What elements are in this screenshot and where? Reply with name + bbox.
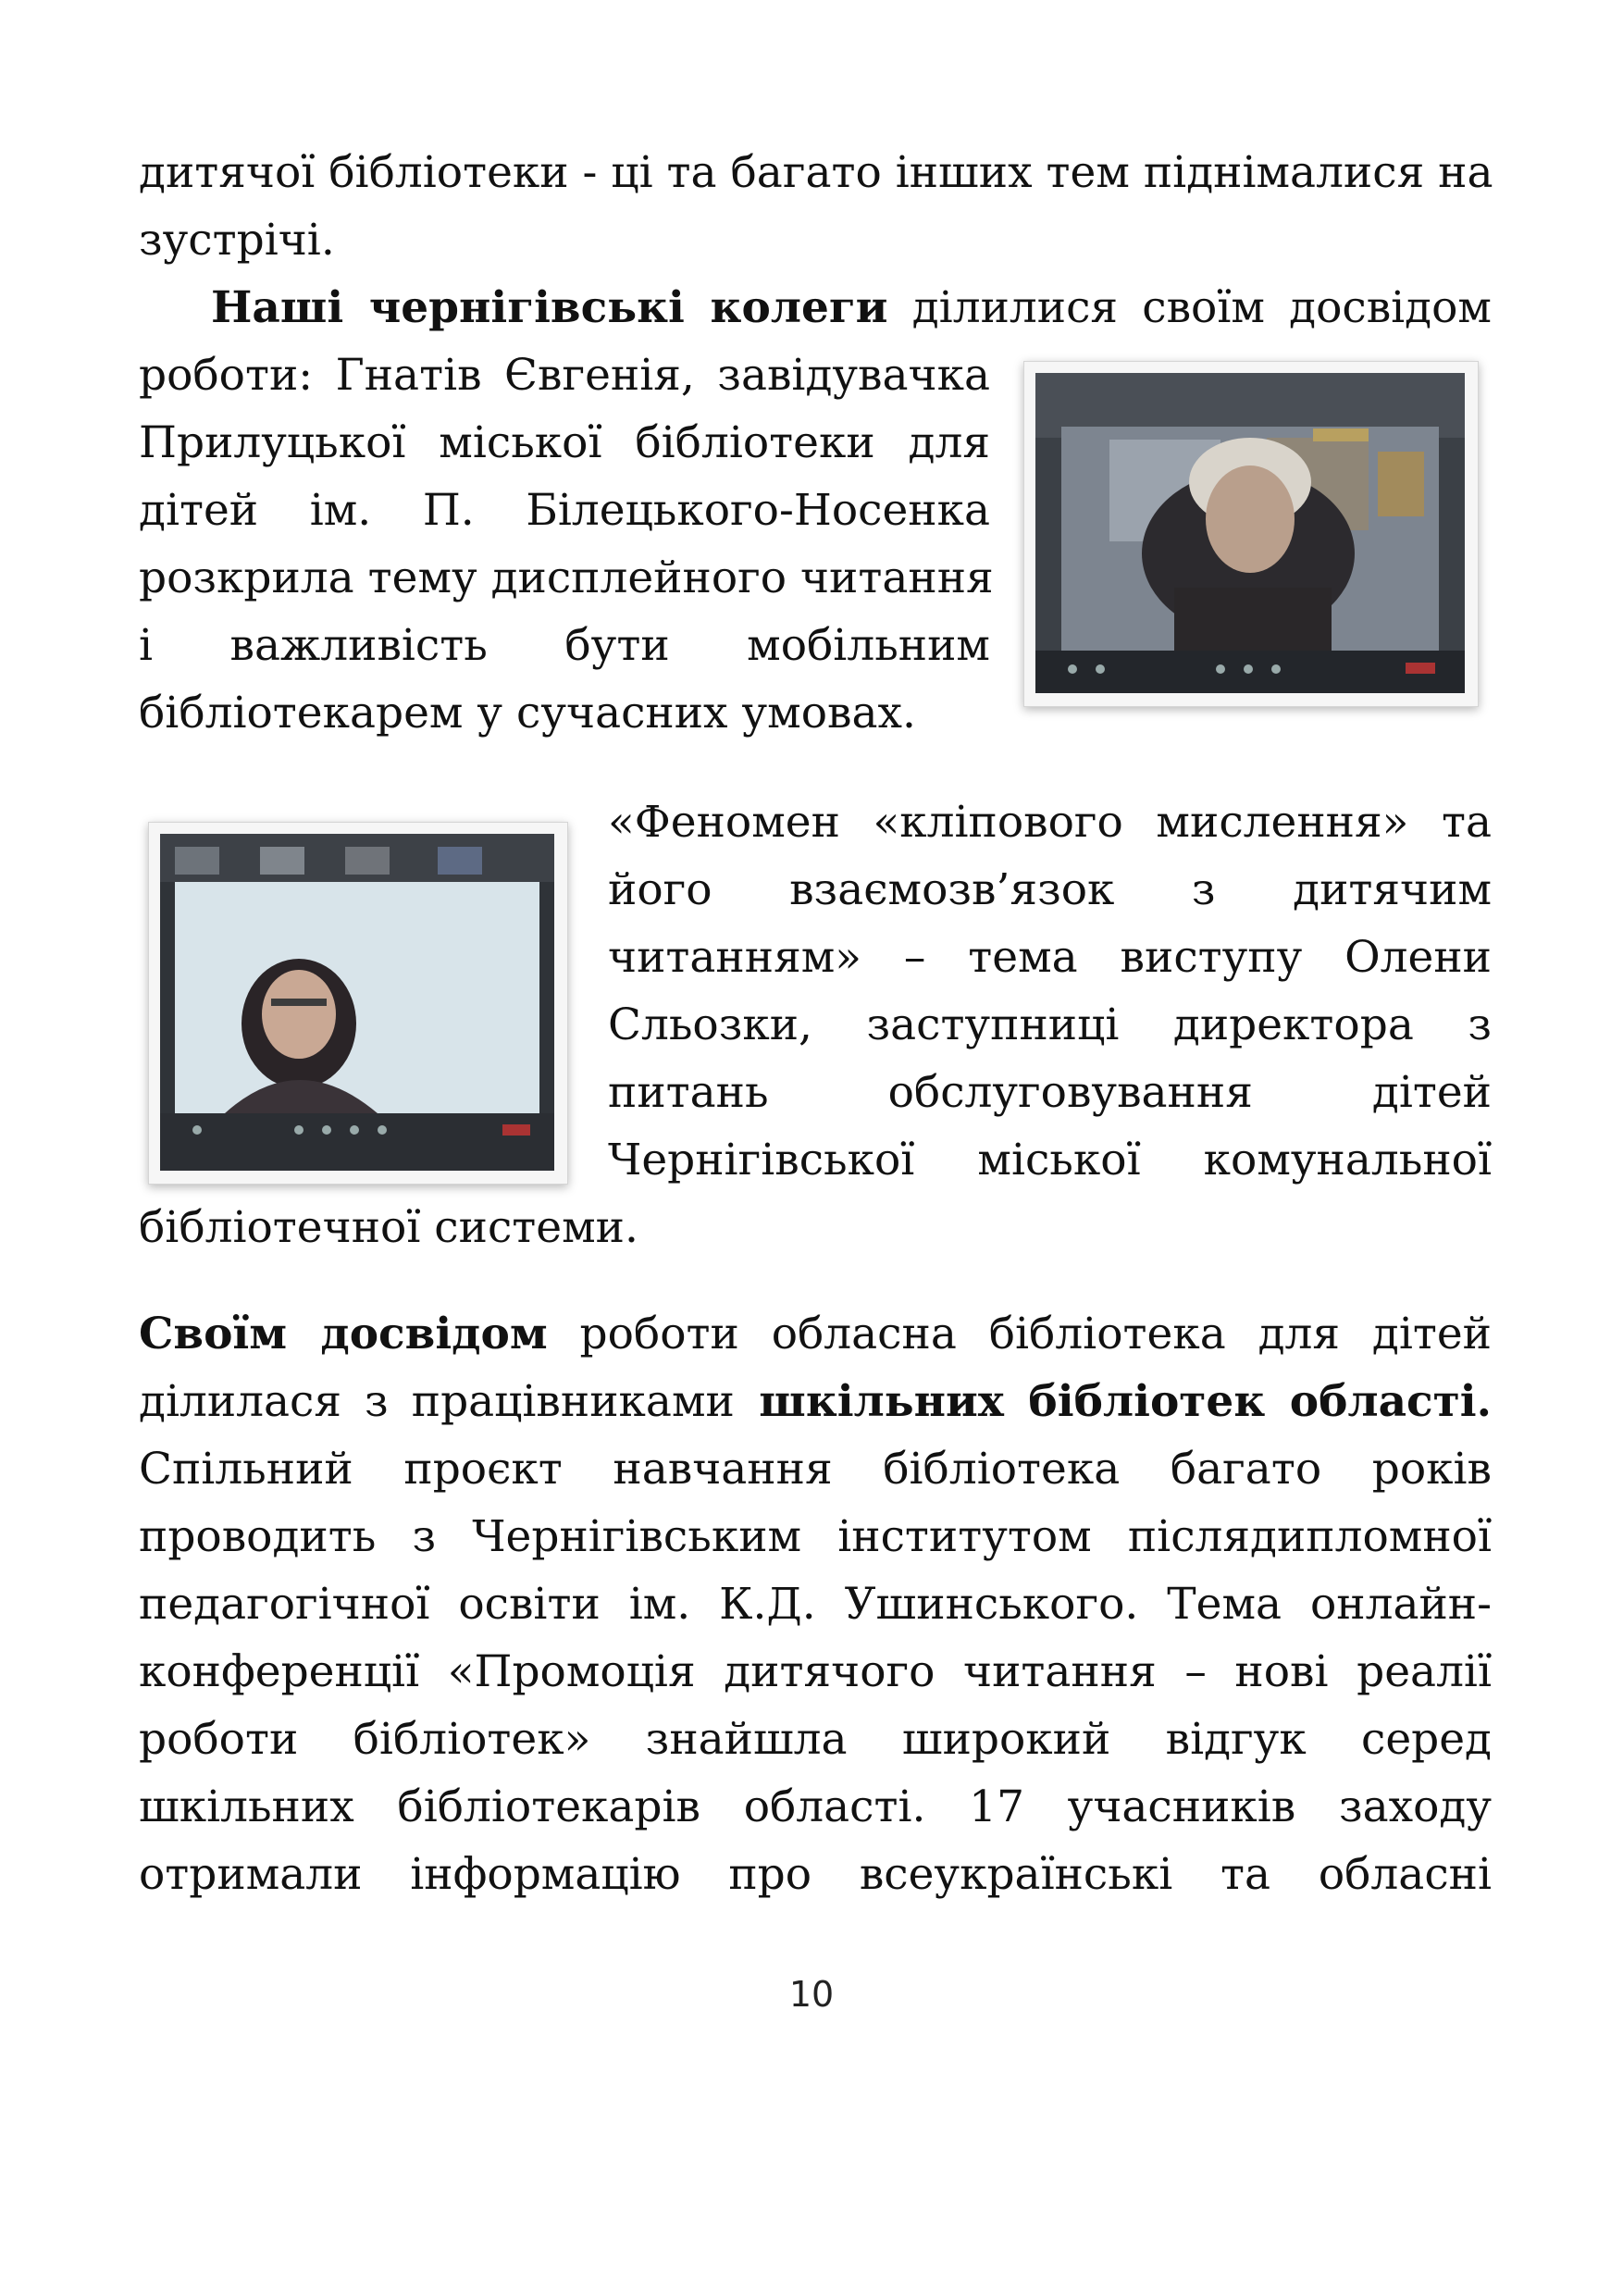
text-line: дітей ім. П. Білецького-Носенка [139,485,990,536]
text-line: проводить з Чернігівським інститутом післядипломної [139,1511,1492,1562]
text-line: Чернігівської міської комунальної [608,1135,1492,1185]
text-line: Спільний проєкт навчання бібліотека багато років [139,1444,1492,1495]
photo-video-call-1 [1023,361,1479,707]
text-line: шкільних бібліотекарів області. 17 учасників заходу [139,1781,1492,1832]
text-line: отримали інформацію про всеукраїнські та обласні [139,1849,1492,1900]
text-line: бібліотечної системи. [139,1202,638,1253]
page-number: 10 [788,1974,835,2015]
text-line: розкрила тему дисплейного читання [139,552,994,603]
speaker-photo [1035,373,1465,693]
text-line: Сльозки, заступниці директора з [608,999,1492,1050]
text-line: ділилася з працівниками шкільних бібліотек області. [139,1376,1492,1427]
bold-phrase: Своїм досвідом [139,1309,548,1359]
text-line: «Феномен «кліпового мислення» та [608,797,1492,848]
text-line: його взаємозв’язок з дитячим [608,864,1492,915]
text-line: дитячої бібліотеки - ці та багато інших тем піднімалися на [139,147,1493,198]
photo-video-call-2 [148,822,568,1185]
text-line: Своїм досвідом роботи обласна бібліотека для дітей [139,1309,1492,1359]
text-line: роботи: Гнатів Євгенія, завідувачка [139,350,990,401]
text-line: питань обслуговування дітей [608,1067,1492,1118]
text-line: зустрічі. [139,215,335,266]
bold-phrase: шкільних бібліотек області. [734,1376,1492,1427]
text-line: читанням» – тема виступу Олени [608,932,1492,983]
speaker-photo [160,834,554,1171]
bold-phrase: Наші чернігівські колеги [211,282,888,333]
text-line: бібліотекарем у сучасних умовах. [139,688,916,738]
text-line: Прилуцької міської бібліотеки для [139,417,990,468]
text-line: Наші чернігівські колеги ділилися своїм досвідом [211,282,1492,333]
text-line: педагогічної освіти ім. К.Д. Ушинського. Тема онлайн- [139,1579,1492,1630]
text-line: роботи бібліотек» знайшла широкий відгук серед [139,1714,1492,1765]
text-line: конференції «Промоція дитячого читання – нові реалії [139,1646,1492,1697]
text-line: і важливість бути мобільним [139,620,990,671]
